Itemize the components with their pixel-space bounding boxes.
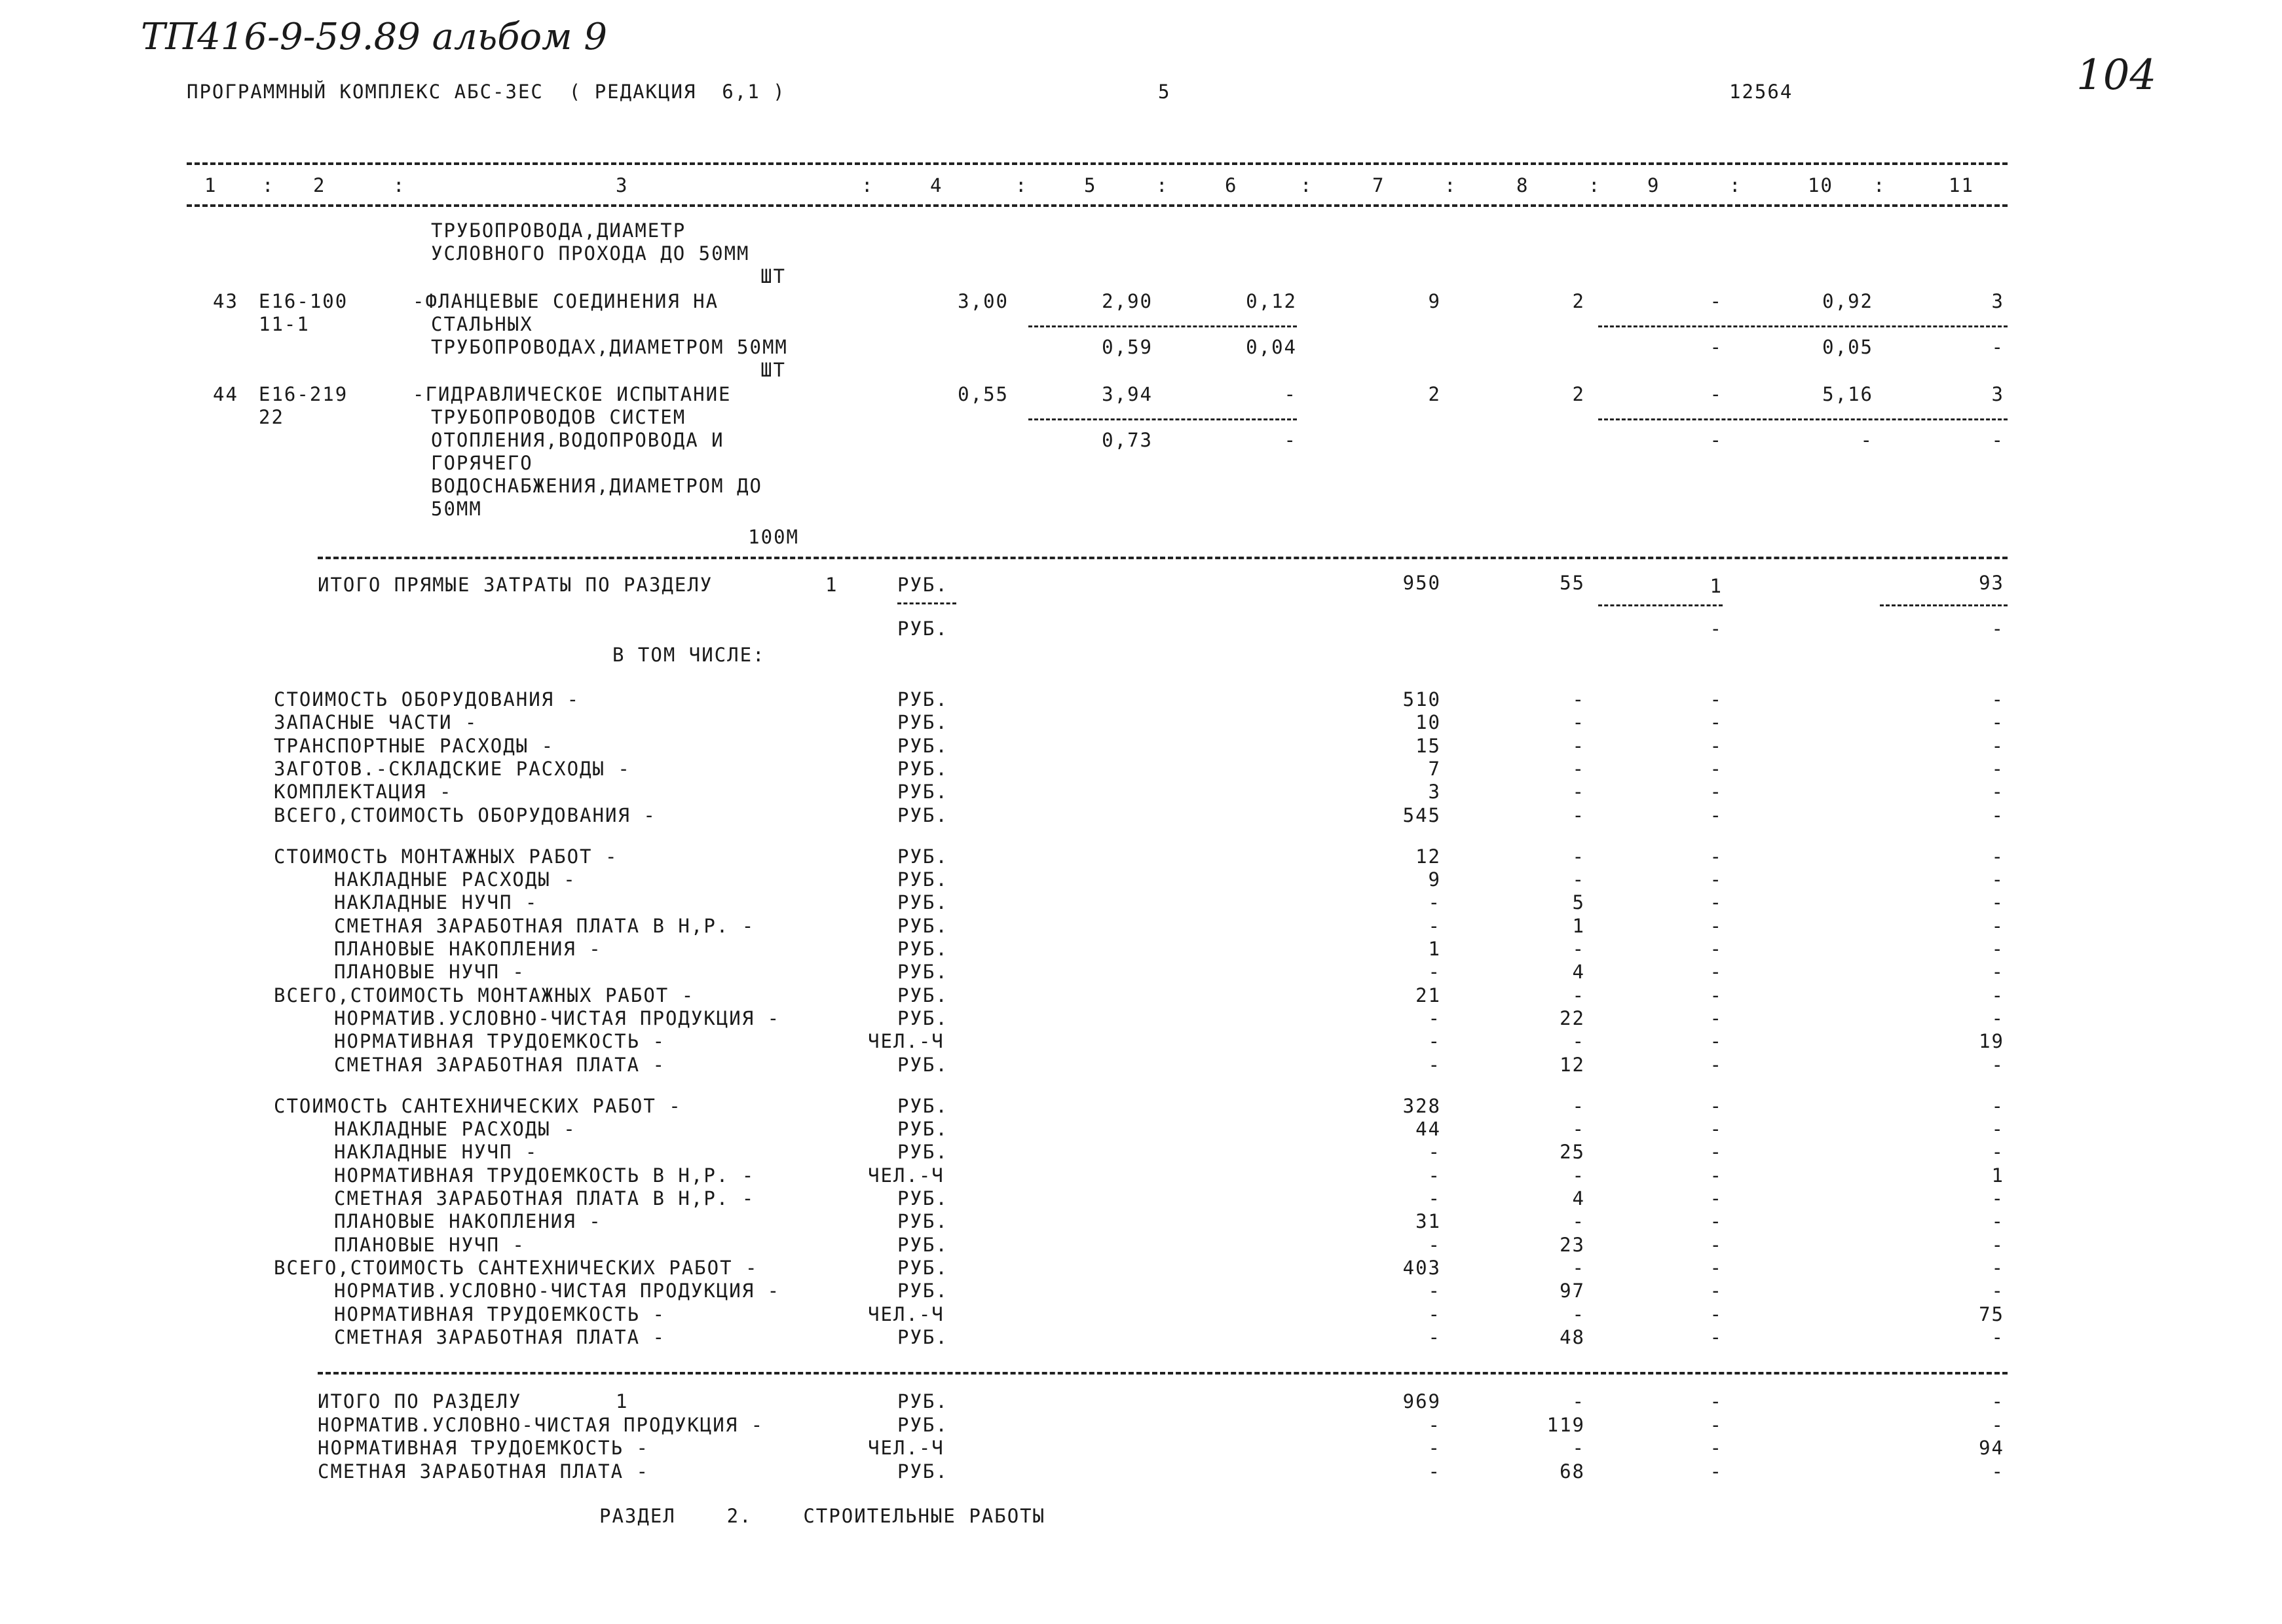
item-unit: ШТ xyxy=(760,359,786,381)
row-unit: РУБ. xyxy=(897,1187,948,1209)
row-unit: РУБ. xyxy=(897,1006,948,1029)
col7-value: - xyxy=(1428,1437,1441,1459)
col9-value: - xyxy=(1710,757,1723,780)
col7-value: 9 xyxy=(1428,868,1441,891)
col11-value: - xyxy=(1991,868,2004,891)
column-header-10: 10 xyxy=(1808,174,1833,196)
col8-value: 1 xyxy=(1572,914,1585,937)
row-unit: РУБ. xyxy=(897,1325,948,1348)
col8-value: - xyxy=(1572,711,1585,734)
col11-value: - xyxy=(1991,1053,2004,1076)
col7-value: 2 xyxy=(1428,383,1441,405)
col10-subvalue: 0,05 xyxy=(1822,336,1873,358)
col9-value: - xyxy=(1710,891,1723,914)
col7-value: - xyxy=(1428,1325,1441,1348)
row-label: ИТОГО ПО РАЗДЕЛУ xyxy=(318,1390,522,1412)
row-label: ВСЕГО,СТОИМОСТЬ ОБОРУДОВАНИЯ - xyxy=(274,803,656,826)
document-number: 12564 xyxy=(1729,81,1793,103)
col11-value: - xyxy=(1991,914,2004,937)
col9-value: - xyxy=(1710,1006,1723,1029)
column-separator: : xyxy=(1156,174,1169,196)
unit-rule xyxy=(897,602,956,604)
row-label: СМЕТНАЯ ЗАРАБОТНАЯ ПЛАТА - xyxy=(318,1460,649,1483)
item-description: ОТОПЛЕНИЯ,ВОДОПРОВОДА И xyxy=(431,429,724,451)
column-separator: : xyxy=(1729,174,1742,196)
col7-value: - xyxy=(1428,1280,1441,1302)
row-label: ПЛАНОВЫЕ НУЧП - xyxy=(334,961,525,984)
row-label: НОРМАТИВ.УСЛОВНО-ЧИСТАЯ ПРОДУКЦИЯ - xyxy=(318,1413,764,1436)
page-number: 5 xyxy=(1158,81,1171,103)
row-label: НАКЛАДНЫЕ РАСХОДЫ - xyxy=(334,868,576,891)
row-unit: ЧЕЛ.-Ч xyxy=(868,1030,945,1053)
total-direct-unit: РУБ. xyxy=(897,574,948,596)
col11-value: 94 xyxy=(1979,1437,2004,1459)
column-header-2: 2 xyxy=(313,174,326,196)
item-description: -ФЛАНЦЕВЫЕ СОЕДИНЕНИЯ НА xyxy=(413,290,719,312)
col8-value: - xyxy=(1572,781,1585,803)
col11-value: - xyxy=(1991,711,2004,734)
row-unit: РУБ. xyxy=(897,938,948,960)
col11-value: - xyxy=(1991,961,2004,984)
col8-value: 55 xyxy=(1560,572,1585,594)
total-top-rule xyxy=(318,557,2008,559)
col7-value: - xyxy=(1428,1413,1441,1436)
item-description: СТАЛЬНЫХ xyxy=(431,313,533,335)
col11-value: - xyxy=(1991,757,2004,780)
row-unit: РУБ. xyxy=(897,845,948,868)
col9-value: - xyxy=(1710,1437,1723,1459)
col5-value: 3,94 xyxy=(1102,383,1153,405)
item-code: Е16-100 xyxy=(259,290,348,312)
col7-value: 3 xyxy=(1428,781,1441,803)
col9-value: - xyxy=(1710,961,1723,984)
column-separator: : xyxy=(1300,174,1313,196)
col7-value: - xyxy=(1428,1141,1441,1164)
column-header-4: 4 xyxy=(930,174,943,196)
col9-value: - xyxy=(1710,1164,1723,1187)
row-unit: РУБ. xyxy=(897,688,948,710)
col9-value: - xyxy=(1710,1460,1723,1483)
row-label: НАКЛАДНЫЕ НУЧП - xyxy=(334,1141,538,1164)
program-header: ПРОГРАММНЫЙ КОМПЛЕКС АБС-3ЕС ( РЕДАКЦИЯ 6,1 ) xyxy=(187,81,786,103)
column-header-9: 9 xyxy=(1647,174,1660,196)
col11-value: 75 xyxy=(1979,1302,2004,1325)
col9-value: - xyxy=(1710,688,1723,710)
header-top-rule xyxy=(187,162,2008,165)
col8-value: - xyxy=(1572,1390,1585,1412)
col7-value: - xyxy=(1428,891,1441,914)
col9-value: - xyxy=(1710,734,1723,757)
col8-value: 2 xyxy=(1572,383,1585,405)
col9-value: - xyxy=(1710,1053,1723,1076)
col11-value: - xyxy=(1991,1325,2004,1348)
col5-subvalue: 0,59 xyxy=(1102,336,1153,358)
col8-value: - xyxy=(1572,1118,1585,1141)
col8-value: - xyxy=(1572,868,1585,891)
col6-value: - xyxy=(1284,383,1297,405)
col7-value: 1 xyxy=(1428,938,1441,960)
row-label: ЗАПАСНЫЕ ЧАСТИ - xyxy=(274,711,478,734)
col11-value: - xyxy=(1991,803,2004,826)
row-unit: РУБ. xyxy=(897,1413,948,1436)
col8-value: 4 xyxy=(1572,961,1585,984)
col11-value: - xyxy=(1991,1413,2004,1436)
row-label: СТОИМОСТЬ САНТЕХНИЧЕСКИХ РАБОТ - xyxy=(274,1094,682,1117)
col7-value: - xyxy=(1428,1187,1441,1209)
col7-value: 12 xyxy=(1415,845,1441,868)
col7-value: - xyxy=(1428,961,1441,984)
item-description: -ГИДРАВЛИЧЕСКОЕ ИСПЫТАНИЕ xyxy=(413,383,732,405)
row-unit: РУБ. xyxy=(897,734,948,757)
row-unit: РУБ. xyxy=(897,914,948,937)
col9-value: - xyxy=(1710,1233,1723,1256)
col11-value: - xyxy=(1991,1460,2004,1483)
row-unit: РУБ. xyxy=(897,1141,948,1164)
subtotal-rule xyxy=(1028,325,1297,327)
col7-value: - xyxy=(1428,1460,1441,1483)
col6-value: 0,12 xyxy=(1246,290,1297,312)
row-unit: РУБ. xyxy=(897,1256,948,1279)
column-separator: : xyxy=(1588,174,1601,196)
column-header-1: 1 xyxy=(204,174,217,196)
col11-value: - xyxy=(1991,1141,2004,1164)
row-label: НОРМАТИВ.УСЛОВНО-ЧИСТАЯ ПРОДУКЦИЯ - xyxy=(334,1006,781,1029)
col7-value: 950 xyxy=(1402,572,1441,594)
col7-value: - xyxy=(1428,1302,1441,1325)
col11-value: 3 xyxy=(1991,290,2004,312)
including-heading: В ТОМ ЧИСЛЕ: xyxy=(612,644,766,666)
col9-value: - xyxy=(1710,1390,1723,1412)
col9-value: - xyxy=(1710,290,1723,312)
col8-value: 22 xyxy=(1560,1006,1585,1029)
row-label: ВСЕГО,СТОИМОСТЬ МОНТАЖНЫХ РАБОТ - xyxy=(274,984,695,1006)
row-label: ПЛАНОВЫЕ НАКОПЛЕНИЯ - xyxy=(334,938,602,960)
column-separator: : xyxy=(1015,174,1028,196)
col8-value: - xyxy=(1572,1437,1585,1459)
col9-value: 1 xyxy=(1710,575,1723,597)
col9-value: - xyxy=(1710,1210,1723,1233)
col8-value: - xyxy=(1572,757,1585,780)
col8-value: - xyxy=(1572,1030,1585,1053)
row-label: ЗАГОТОВ.-СКЛАДСКИЕ РАСХОДЫ - xyxy=(274,757,631,780)
row-unit: ЧЕЛ.-Ч xyxy=(868,1302,945,1325)
col9-value: - xyxy=(1710,781,1723,803)
col9-value: - xyxy=(1710,845,1723,868)
col8-value: 48 xyxy=(1560,1325,1585,1348)
column-header-6: 6 xyxy=(1225,174,1238,196)
row-unit: РУБ. xyxy=(897,1233,948,1256)
row-label: СТОИМОСТЬ ОБОРУДОВАНИЯ - xyxy=(274,688,580,710)
item-description: ТРУБОПРОВОДАХ,ДИАМЕТРОМ 50ММ xyxy=(431,336,788,358)
total-direct-section: 1 xyxy=(825,574,838,596)
row-label: НАКЛАДНЫЕ НУЧП - xyxy=(334,891,538,914)
col8-value: 25 xyxy=(1560,1141,1585,1164)
column-separator: : xyxy=(861,174,874,196)
col7-value: 31 xyxy=(1415,1210,1441,1233)
row-unit: РУБ. xyxy=(897,803,948,826)
col8-value: - xyxy=(1572,1210,1585,1233)
row-label: ПЛАНОВЫЕ НАКОПЛЕНИЯ - xyxy=(334,1210,602,1233)
row-label: НОРМАТИВНАЯ ТРУДОЕМКОСТЬ - xyxy=(334,1030,665,1053)
section-total-rule xyxy=(318,1372,2008,1375)
col11-subvalue: - xyxy=(1991,336,2004,358)
col9-value: - xyxy=(1710,984,1723,1006)
col8-value: - xyxy=(1572,845,1585,868)
item-description: ТРУБОПРОВОДОВ СИСТЕМ xyxy=(431,406,686,428)
subtotal-rule xyxy=(1598,325,2008,327)
row-unit: РУБ. xyxy=(897,984,948,1006)
col9-subvalue: - xyxy=(1710,618,1723,640)
col11-value: - xyxy=(1991,938,2004,960)
col11-value: 19 xyxy=(1979,1030,2004,1053)
row-label: СМЕТНАЯ ЗАРАБОТНАЯ ПЛАТА В Н,Р. - xyxy=(334,1187,755,1209)
col9-value: - xyxy=(1710,383,1723,405)
col9-value: - xyxy=(1710,1280,1723,1302)
row-label: СМЕТНАЯ ЗАРАБОТНАЯ ПЛАТА В Н,Р. - xyxy=(334,914,755,937)
col11-value: - xyxy=(1991,1210,2004,1233)
row-unit: РУБ. xyxy=(897,1280,948,1302)
col9-subvalue: - xyxy=(1710,429,1723,451)
col8-value: - xyxy=(1572,1256,1585,1279)
row-label: НОРМАТИВНАЯ ТРУДОЕМКОСТЬ В Н,Р. - xyxy=(334,1164,755,1187)
col11-value: - xyxy=(1991,1280,2004,1302)
col7-value: - xyxy=(1428,914,1441,937)
col11-value: - xyxy=(1991,1233,2004,1256)
col8-value: 12 xyxy=(1560,1053,1585,1076)
column-header-7: 7 xyxy=(1372,174,1385,196)
column-separator: : xyxy=(262,174,275,196)
subtotal-rule xyxy=(1028,418,1297,420)
subtotal-rule xyxy=(1880,604,2008,606)
row-label: НАКЛАДНЫЕ РАСХОДЫ - xyxy=(334,1118,576,1141)
col7-value: - xyxy=(1428,1164,1441,1187)
continued-description-line: УСЛОВНОГО ПРОХОДА ДО 50ММ xyxy=(431,242,750,265)
col9-value: - xyxy=(1710,1141,1723,1164)
handwritten-page-number: 104 xyxy=(2076,51,2157,100)
col8-value: - xyxy=(1572,688,1585,710)
item-number: 43 xyxy=(213,290,238,312)
column-separator: : xyxy=(1873,174,1886,196)
row-unit: РУБ. xyxy=(897,1118,948,1141)
item-code: Е16-219 xyxy=(259,383,348,405)
column-header-11: 11 xyxy=(1949,174,1974,196)
subtotal-rule xyxy=(1598,418,2008,420)
col11-value: - xyxy=(1991,845,2004,868)
item-code-suffix: 11-1 xyxy=(259,313,310,335)
col8-value: - xyxy=(1572,984,1585,1006)
column-separator: : xyxy=(393,174,406,196)
col9-value: - xyxy=(1710,868,1723,891)
row-unit: РУБ. xyxy=(897,1094,948,1117)
col10-value: 0,92 xyxy=(1822,290,1873,312)
item-code-suffix: 22 xyxy=(259,406,284,428)
col7-value: - xyxy=(1428,1233,1441,1256)
col11-value: 1 xyxy=(1991,1164,2004,1187)
row-label: СТОИМОСТЬ МОНТАЖНЫХ РАБОТ - xyxy=(274,845,618,868)
col7-value: - xyxy=(1428,1006,1441,1029)
col8-value: 119 xyxy=(1546,1413,1585,1436)
col8-value: - xyxy=(1572,1164,1585,1187)
col9-value: - xyxy=(1710,1094,1723,1117)
col11-value: - xyxy=(1991,1256,2004,1279)
row-label: СМЕТНАЯ ЗАРАБОТНАЯ ПЛАТА - xyxy=(334,1325,665,1348)
col9-value: - xyxy=(1710,1325,1723,1348)
col8-value: 68 xyxy=(1560,1460,1585,1483)
total-direct-unit-2: РУБ. xyxy=(897,618,948,640)
col11-value: - xyxy=(1991,1390,2004,1412)
col7-value: 21 xyxy=(1415,984,1441,1006)
section-2-heading: РАЗДЕЛ 2. СТРОИТЕЛЬНЫЕ РАБОТЫ xyxy=(599,1505,1046,1527)
col8-value: 23 xyxy=(1560,1233,1585,1256)
row-label: НОРМАТИВНАЯ ТРУДОЕМКОСТЬ - xyxy=(318,1437,649,1459)
column-header-5: 5 xyxy=(1084,174,1097,196)
row-unit: РУБ. xyxy=(897,891,948,914)
col7-value: 403 xyxy=(1402,1256,1441,1279)
col11-subvalue: - xyxy=(1991,429,2004,451)
col7-value: 9 xyxy=(1428,290,1441,312)
header-bottom-rule xyxy=(187,204,2008,207)
col11-value: - xyxy=(1991,984,2004,1006)
col11-value: - xyxy=(1991,688,2004,710)
col11-value: 93 xyxy=(1979,572,2004,594)
row-label: ВСЕГО,СТОИМОСТЬ САНТЕХНИЧЕСКИХ РАБОТ - xyxy=(274,1256,758,1279)
col11-value: - xyxy=(1991,1094,2004,1117)
total-direct-label: ИТОГО ПРЯМЫЕ ЗАТРАТЫ ПО РАЗДЕЛУ xyxy=(318,574,713,596)
col9-value: - xyxy=(1710,1413,1723,1436)
col4-value: 3,00 xyxy=(958,290,1009,312)
col7-value: 44 xyxy=(1415,1118,1441,1141)
handwritten-reference: ТП416-9-59.89 альбом 9 xyxy=(141,16,607,58)
column-header-3: 3 xyxy=(616,174,629,196)
col5-value: 2,90 xyxy=(1102,290,1153,312)
col8-value: 4 xyxy=(1572,1187,1585,1209)
col9-value: - xyxy=(1710,1187,1723,1209)
col8-value: 2 xyxy=(1572,290,1585,312)
col8-value: - xyxy=(1572,734,1585,757)
col7-value: 7 xyxy=(1428,757,1441,780)
column-header-8: 8 xyxy=(1516,174,1529,196)
row-label: СМЕТНАЯ ЗАРАБОТНАЯ ПЛАТА - xyxy=(334,1053,665,1076)
col9-subvalue: - xyxy=(1710,336,1723,358)
col8-value: - xyxy=(1572,803,1585,826)
col8-value: 5 xyxy=(1572,891,1585,914)
col11-value: - xyxy=(1991,734,2004,757)
row-unit: ЧЕЛ.-Ч xyxy=(868,1164,945,1187)
column-separator: : xyxy=(1444,174,1457,196)
col9-value: - xyxy=(1710,1030,1723,1053)
col7-value: 510 xyxy=(1402,688,1441,710)
subtotal-rule xyxy=(1598,604,1723,606)
col11-value: - xyxy=(1991,891,2004,914)
row-unit: РУБ. xyxy=(897,781,948,803)
row-unit: ЧЕЛ.-Ч xyxy=(868,1437,945,1459)
col6-subvalue: 0,04 xyxy=(1246,336,1297,358)
row-unit: РУБ. xyxy=(897,961,948,984)
col11-value: 3 xyxy=(1991,383,2004,405)
col9-value: - xyxy=(1710,938,1723,960)
col6-subvalue: - xyxy=(1284,429,1297,451)
item-description: 50ММ xyxy=(431,498,482,520)
item-unit: 100М xyxy=(748,526,799,548)
row-label: НОРМАТИВ.УСЛОВНО-ЧИСТАЯ ПРОДУКЦИЯ - xyxy=(334,1280,781,1302)
item-number: 44 xyxy=(213,383,238,405)
row-unit: РУБ. xyxy=(897,711,948,734)
row-section: 1 xyxy=(616,1390,629,1412)
col9-value: - xyxy=(1710,1302,1723,1325)
continued-description-line: ТРУБОПРОВОДА,ДИАМЕТР xyxy=(431,219,686,242)
col7-value: 328 xyxy=(1402,1094,1441,1117)
col7-value: 545 xyxy=(1402,803,1441,826)
col8-value: - xyxy=(1572,1094,1585,1117)
continued-unit: ШТ xyxy=(760,265,786,287)
item-description: ГОРЯЧЕГО xyxy=(431,452,533,474)
row-unit: РУБ. xyxy=(897,757,948,780)
row-label: ТРАНСПОРТНЫЕ РАСХОДЫ - xyxy=(274,734,555,757)
col5-subvalue: 0,73 xyxy=(1102,429,1153,451)
col7-value: - xyxy=(1428,1030,1441,1053)
col10-subvalue: - xyxy=(1860,429,1873,451)
row-unit: РУБ. xyxy=(897,1460,948,1483)
col11-value: - xyxy=(1991,1187,2004,1209)
col9-value: - xyxy=(1710,1256,1723,1279)
col7-value: 10 xyxy=(1415,711,1441,734)
col7-value: - xyxy=(1428,1053,1441,1076)
col7-value: 969 xyxy=(1402,1390,1441,1412)
col9-value: - xyxy=(1710,803,1723,826)
row-unit: РУБ. xyxy=(897,868,948,891)
row-unit: РУБ. xyxy=(897,1390,948,1412)
row-unit: РУБ. xyxy=(897,1053,948,1076)
row-unit: РУБ. xyxy=(897,1210,948,1233)
row-label: ПЛАНОВЫЕ НУЧП - xyxy=(334,1233,525,1256)
col9-value: - xyxy=(1710,914,1723,937)
col11-value: - xyxy=(1991,781,2004,803)
col8-value: - xyxy=(1572,938,1585,960)
col9-value: - xyxy=(1710,711,1723,734)
col11-value: - xyxy=(1991,1006,2004,1029)
col11-subvalue: - xyxy=(1991,618,2004,640)
col11-value: - xyxy=(1991,1118,2004,1141)
row-label: НОРМАТИВНАЯ ТРУДОЕМКОСТЬ - xyxy=(334,1302,665,1325)
col8-value: 97 xyxy=(1560,1280,1585,1302)
col10-value: 5,16 xyxy=(1822,383,1873,405)
item-description: ВОДОСНАБЖЕНИЯ,ДИАМЕТРОМ ДО xyxy=(431,475,762,497)
row-label: КОМПЛЕКТАЦИЯ - xyxy=(274,781,453,803)
col8-value: - xyxy=(1572,1302,1585,1325)
col4-value: 0,55 xyxy=(958,383,1009,405)
col7-value: 15 xyxy=(1415,734,1441,757)
col9-value: - xyxy=(1710,1118,1723,1141)
